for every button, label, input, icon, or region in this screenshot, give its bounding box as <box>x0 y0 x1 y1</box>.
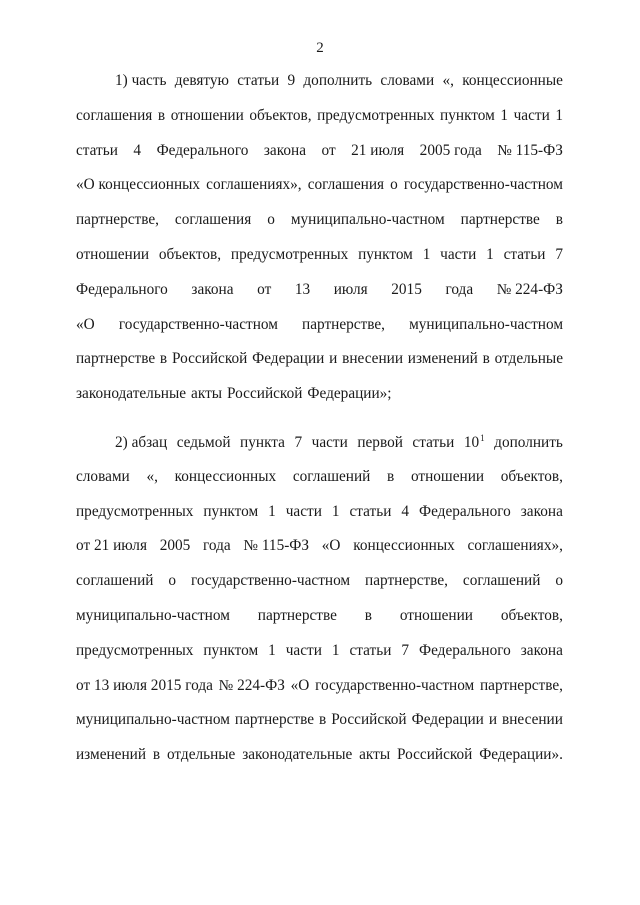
word: Федерального <box>418 641 511 659</box>
word: в <box>364 606 372 624</box>
text-line <box>76 607 563 642</box>
word: пунктом <box>203 502 259 520</box>
word: отношении <box>410 467 485 485</box>
word: Федерации <box>411 711 484 729</box>
word: объектов, <box>500 467 563 485</box>
word: муниципально-частном <box>409 315 563 333</box>
word: от 13 июля 2015 года <box>76 676 213 694</box>
word: государственно-частном <box>118 315 278 333</box>
word: № 115-ФЗ <box>243 537 310 555</box>
word: соглашений <box>292 467 371 485</box>
text-line <box>76 537 563 572</box>
word: статьи <box>349 502 392 520</box>
word: о <box>390 176 398 194</box>
word: концессионные <box>462 72 563 89</box>
text-line <box>76 107 563 142</box>
word: «О <box>321 537 341 555</box>
word: государственно-частном <box>403 176 563 194</box>
word: 13 <box>294 280 311 298</box>
word: «, <box>442 72 454 89</box>
word: 2005 года <box>419 141 482 159</box>
text-line <box>76 176 563 211</box>
word: соглашения <box>76 106 153 124</box>
word: закона <box>263 141 306 159</box>
word: соглашениях», <box>467 537 563 555</box>
word: № 224-ФЗ <box>218 676 285 694</box>
word: 1 <box>331 502 340 520</box>
word: партнерстве <box>76 350 156 368</box>
text-line <box>76 711 563 746</box>
text-line <box>76 142 563 177</box>
text-line <box>76 468 563 503</box>
word: $10^1$ <box>463 432 485 451</box>
word: партнерстве <box>257 606 337 624</box>
word: акты <box>359 746 391 764</box>
word: седьмой <box>176 433 231 451</box>
text-line <box>76 677 563 712</box>
word: предусмотренных <box>76 641 194 659</box>
word: девятую <box>174 72 229 89</box>
word: части <box>285 641 322 659</box>
word: «О концессионных <box>76 176 201 194</box>
word: Федерального <box>418 502 511 520</box>
text-line <box>76 281 563 316</box>
word: 1 <box>331 641 340 659</box>
text-line <box>76 246 563 281</box>
word: 7 <box>294 433 303 451</box>
word: Российской <box>331 711 407 729</box>
word: 1) часть <box>115 72 167 89</box>
text-line <box>76 503 563 538</box>
word: предусмотренных <box>317 106 435 124</box>
word: отдельные <box>494 350 563 368</box>
word: 4 <box>401 502 410 520</box>
word: года <box>203 537 231 555</box>
word: части <box>513 106 550 124</box>
text-line <box>76 642 563 677</box>
text-line <box>76 72 563 107</box>
word: закона <box>520 502 563 520</box>
word: соглашениях», <box>206 176 302 194</box>
word: Федерации <box>252 350 325 368</box>
word: «О <box>290 676 310 694</box>
word: от <box>257 280 272 298</box>
paragraph-1 <box>76 72 563 420</box>
word: Федерации»; <box>307 385 392 403</box>
word: соглашения <box>174 211 252 229</box>
word: отношении <box>399 606 473 624</box>
word: Российской <box>227 385 303 403</box>
word: в <box>387 467 395 485</box>
word: 1 <box>555 106 563 124</box>
word: партнерстве, <box>302 315 385 333</box>
word: пункта <box>240 433 285 451</box>
word: 1 <box>500 106 509 124</box>
word: словами <box>76 467 130 485</box>
word: дополнить <box>494 433 563 451</box>
word: пунктом <box>203 641 259 659</box>
word: «, <box>146 467 158 485</box>
word: части <box>285 502 322 520</box>
text-line <box>76 572 563 607</box>
word: 1 <box>268 641 276 659</box>
word: партнерстве <box>234 711 315 729</box>
word: государственно-частном <box>191 572 351 590</box>
word: статьи <box>503 245 546 263</box>
text-line <box>76 211 563 246</box>
word: части <box>440 245 477 263</box>
word: объектов, <box>158 245 222 263</box>
word: и <box>329 350 338 368</box>
word: партнерстве, <box>76 211 159 229</box>
word: акты <box>191 385 223 403</box>
word: Российской <box>396 746 473 764</box>
word: первой <box>357 433 403 451</box>
word: в <box>482 350 490 368</box>
paragraph-2 <box>76 433 563 781</box>
word: 2005 <box>159 537 191 555</box>
word: года <box>445 280 474 298</box>
word: концессионных <box>174 467 277 485</box>
text-line <box>76 316 563 351</box>
superscript: 1 <box>480 432 485 443</box>
word: партнерстве, <box>480 676 563 694</box>
word: 2) абзац <box>115 433 168 451</box>
word: законодательные <box>76 385 187 403</box>
word: № 115-ФЗ <box>497 141 563 159</box>
word: муниципально-частном <box>76 606 230 624</box>
word: от 21 июля <box>76 537 147 555</box>
word: 21 июля <box>351 141 405 159</box>
word: Федерации». <box>479 746 563 764</box>
word: 9 <box>287 72 296 89</box>
word: 1 <box>422 245 431 263</box>
word: в <box>157 106 166 124</box>
word: июля <box>333 280 368 298</box>
text-line <box>76 350 563 385</box>
word: Российской <box>171 350 248 368</box>
word: словами <box>380 72 435 89</box>
word: Федерального <box>76 280 168 298</box>
word: партнерстве <box>460 211 540 229</box>
word: отношении <box>76 245 150 263</box>
word: в <box>555 211 563 229</box>
word: дополнить <box>303 72 373 89</box>
word: в <box>319 711 327 729</box>
word: части <box>311 433 348 451</box>
word: пунктом <box>440 106 495 124</box>
word: 7 <box>555 245 563 263</box>
word: «О <box>76 315 95 333</box>
text-line <box>76 746 563 781</box>
word: и <box>488 711 498 729</box>
word: пунктом <box>358 245 413 263</box>
word: в <box>159 350 168 368</box>
word: 1 <box>486 245 494 263</box>
word: № 224-ФЗ <box>496 280 563 298</box>
word: соглашения <box>307 176 385 194</box>
word: 7 <box>401 641 410 659</box>
word: о <box>168 572 177 590</box>
word: партнерстве, <box>365 572 448 590</box>
word: закона <box>520 641 563 659</box>
word: статьи <box>237 72 280 89</box>
word: концессионных <box>353 537 455 555</box>
word: статьи <box>349 641 392 659</box>
word: внесении <box>342 350 404 368</box>
word: предусмотренных <box>76 502 194 520</box>
word: в <box>152 746 161 764</box>
text-line <box>76 385 563 420</box>
word: муниципально-частном <box>290 211 445 229</box>
word: отдельные <box>166 746 236 764</box>
word: 4 <box>133 141 142 159</box>
page-number: 2 <box>316 40 324 56</box>
word: отношении <box>170 106 244 124</box>
word: изменений <box>76 746 147 764</box>
word: муниципально-частном <box>76 711 230 729</box>
word: Федерального <box>156 141 249 159</box>
word: закона <box>191 280 234 298</box>
word: изменений <box>407 350 478 368</box>
word: объектов, <box>249 106 312 124</box>
word: предусмотренных <box>230 245 349 263</box>
word: соглашений <box>76 572 154 590</box>
word: государственно-частном <box>315 676 475 694</box>
word: статьи <box>76 141 118 159</box>
document-body <box>76 72 563 794</box>
word: о <box>555 572 563 590</box>
word: объектов, <box>500 606 563 624</box>
word: о <box>267 211 275 229</box>
word: статьи <box>412 433 455 451</box>
word: 2015 <box>391 280 422 298</box>
word: внесении <box>502 711 563 729</box>
text-line <box>76 433 563 468</box>
word: 1 <box>268 502 276 520</box>
word: от <box>321 141 336 159</box>
word: соглашений <box>462 572 541 590</box>
word: законодательные <box>242 746 353 764</box>
